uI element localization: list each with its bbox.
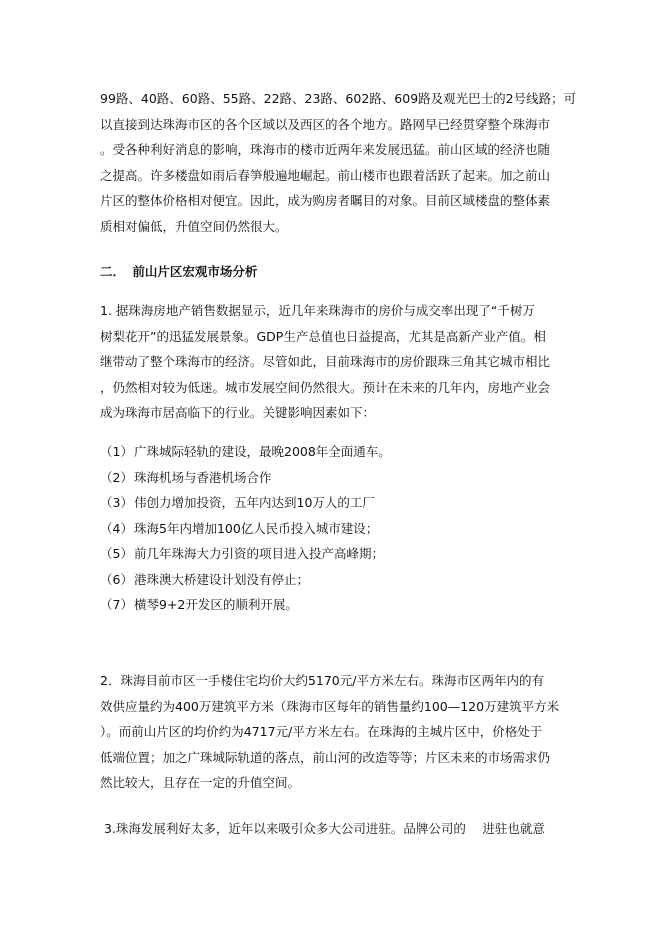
list-item-text: 珠海机场与香港机场合作 bbox=[134, 469, 272, 485]
text-line: 成为珠海市居高临下的行业。关键影响因素如下： bbox=[100, 405, 376, 420]
text-line: 低端位置；加之广珠城际轨道的落点，前山河的改造等等；片区未来的市场需求仍 bbox=[100, 749, 551, 765]
text-line: 2．珠海目前市区一手楼住宅均价大约5170元/平方米左右。珠海市区两年内的有 bbox=[100, 673, 544, 688]
text-line: 树梨花开”的迅猛发展景象。GDP生产总值也日益提高，尤其是高新产业产值。相 bbox=[100, 328, 546, 344]
list-item-text: 珠海5年内增加100亿人民币投入城市建设； bbox=[134, 520, 379, 536]
list-item bbox=[100, 567, 391, 593]
list-item bbox=[100, 541, 391, 567]
list-item-text: 横琴9+2开发区的顺利开展。 bbox=[134, 597, 298, 612]
list-marker: （3） bbox=[100, 495, 133, 510]
text-line: 之提高。许多楼盘如雨后春笋般遍地崛起。前山楼市也跟着活跃了起来。加之前山 bbox=[100, 167, 551, 183]
factor-list bbox=[100, 439, 391, 618]
text-line: 质相对偏低，升值空间仍然很大。 bbox=[100, 218, 288, 234]
list-marker: （7） bbox=[100, 597, 133, 612]
list-marker: （5） bbox=[100, 546, 133, 561]
text-line: 3.珠海发展利好太多，近年以来吸引众多大公司进驻。品牌公司的 进驻也就意 bbox=[100, 821, 545, 836]
text-line: 然比较大，且存在一定的升值空间。 bbox=[100, 775, 301, 790]
point-2-paragraph bbox=[100, 668, 560, 796]
list-item-text: 港珠澳大桥建设计划没有停止； bbox=[134, 571, 310, 587]
list-item-text: 前几年珠海大力引资的项目进入投产高峰期； bbox=[134, 546, 385, 561]
list-item-text: 广珠城际轻轨的建设，最晚2008年全面通车。 bbox=[134, 444, 391, 459]
section-number: 二． bbox=[100, 264, 126, 279]
point-3-paragraph bbox=[100, 816, 545, 842]
section-title: 前山片区宏观市场分析 bbox=[132, 264, 258, 279]
list-item bbox=[100, 592, 391, 618]
text-line: 继带动了整个珠海市的经济。尽管如此，目前珠海市的房价跟珠三角其它城市相比 bbox=[100, 354, 551, 369]
text-line: 。受各种利好消息的影响，珠海市的楼市近两年来发展迅猛。前山区域的经济也随 bbox=[100, 142, 551, 157]
text-line: 99路、40路、60路、55路、22路、23路、602路、609路及观光巴士的2号线路；可 bbox=[100, 91, 577, 106]
list-item bbox=[100, 490, 391, 516]
text-line: 片区的整体价格相对便宜。因此，成为购房者瞩目的对象。目前区域楼盘的整体素 bbox=[100, 193, 551, 208]
intro-paragraph bbox=[100, 86, 577, 239]
list-marker: （1） bbox=[100, 444, 133, 459]
list-marker: （6） bbox=[100, 571, 133, 587]
text-line: 1. 据珠海房地产销售数据显示，近几年来珠海市的房价与成交率出现了“千树万 bbox=[100, 303, 535, 318]
list-item bbox=[100, 516, 391, 542]
text-line: 效供应量约为400万建筑平方米（珠海市区每年的销售量约100—120万建筑平方米 bbox=[100, 698, 560, 714]
point-1-paragraph bbox=[100, 298, 551, 426]
text-line: ）。而前山片区的均价约为4717元/平方米左右。在珠海的主城片区中，价格处于 bbox=[100, 724, 543, 739]
list-item-text: 伟创力增加投资，五年内达到10万人的工厂 bbox=[134, 495, 375, 510]
list-marker: （2） bbox=[100, 469, 133, 485]
text-line: ，仍然相对较为低迷。城市发展空间仍然很大。预计在未来的几年内，房地产业会 bbox=[100, 379, 551, 395]
list-marker: （4） bbox=[100, 520, 133, 536]
list-item bbox=[100, 465, 391, 491]
text-line: 以直接到达珠海市区的各个区域以及西区的各个地方。路网早已经贯穿整个珠海市 bbox=[100, 116, 551, 132]
list-item bbox=[100, 439, 391, 465]
section-heading bbox=[100, 262, 257, 282]
